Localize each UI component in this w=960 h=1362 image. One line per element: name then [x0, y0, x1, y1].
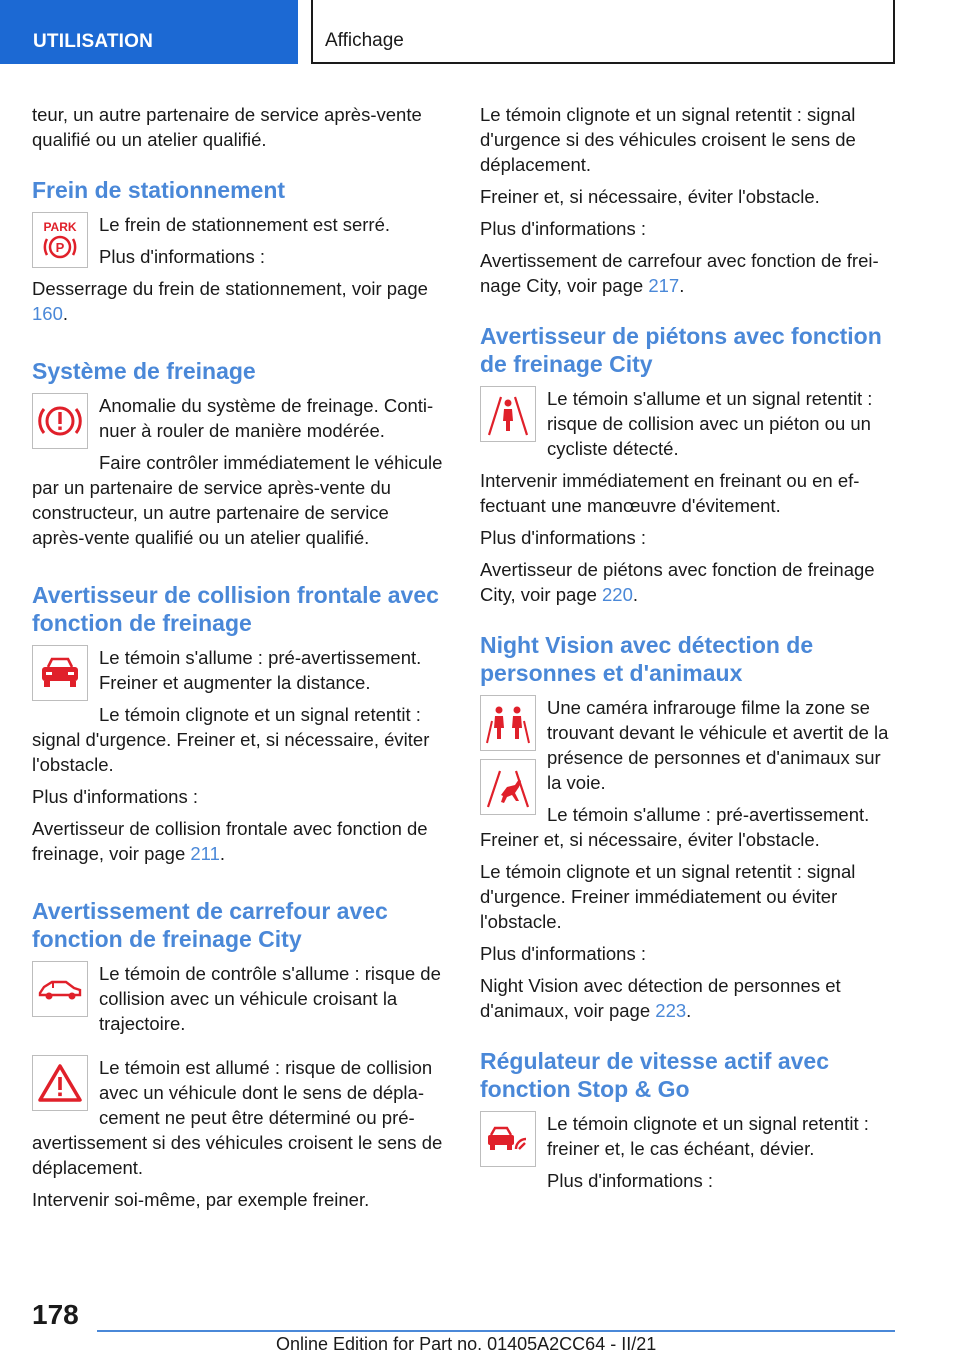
text: Night Vision avec détection de personnes et d'animaux, voir page [480, 975, 841, 1021]
warning-triangle-icon [32, 1055, 88, 1111]
page-link-160[interactable]: 160 [32, 303, 63, 324]
paragraph: Le témoin clignote et un signal retentit : signal d'urgence. Freiner et, si nécessaire, éviter l'obstacle. [32, 704, 430, 775]
car-front-warning-icon [32, 645, 88, 701]
paragraph: Plus d'informations : [547, 1170, 713, 1191]
text: . [62, 303, 69, 324]
paragraph: Le témoin s'allume et un signal retentit : risque de collision avec un piéton ou un cycliste détecté. [547, 388, 873, 459]
page-number: 178 [32, 1299, 79, 1330]
section-heading-active-cruise-control: Régulateur de vitesse actif avec fonction Stop & Go [480, 1048, 829, 1102]
paragraph: Le témoin s'allume : pré-avertissement. Freiner et augmenter la distance. [99, 647, 422, 693]
page-link-217[interactable]: 217 [648, 275, 680, 296]
paragraph [480, 973, 898, 1023]
paragraph: Le témoin est allumé : risque de collision avec un véhicule dont le sens de déplacement ne peut être déterminé ou pré-avertissement si des véhicules croisent le sens de déplacement. [32, 1057, 443, 1178]
text: . [679, 275, 685, 296]
paragraph: Plus d'informations : [480, 527, 646, 548]
section-tab: UTILISATION [0, 0, 298, 64]
paragraph: teur, un autre partenaire de service après-vente qualifié ou un atelier qualifié. [32, 104, 422, 150]
svg-text:P: P [55, 240, 65, 255]
paragraph: Plus d'informations : [480, 943, 646, 964]
paragraph [32, 816, 444, 866]
parking-brake-icon [32, 212, 88, 268]
footer-divider [97, 1330, 895, 1332]
persons-warning-icon [480, 695, 536, 751]
text: Avertissement de carrefour avec fonction de freinage City, voir page [480, 250, 879, 296]
paragraph [480, 248, 898, 298]
paragraph: Freiner et, si nécessaire, éviter l'obstacle. [480, 186, 820, 207]
section-heading-brake-system: Système de freinage [32, 358, 256, 384]
svg-text:PARK: PARK [43, 220, 77, 234]
paragraph: Anomalie du système de freinage. Continuer à rouler de manière modérée. [99, 395, 434, 441]
cruise-control-warning-icon [480, 1111, 536, 1167]
page-link-223[interactable]: 223 [655, 1000, 687, 1021]
paragraph: Intervenir immédiatement en freinant ou en effectuant une manœuvre d'évitement. [480, 470, 860, 516]
animal-warning-icon [480, 759, 536, 815]
paragraph: Plus d'informations : [99, 246, 265, 267]
page-link-220[interactable]: 220 [602, 584, 633, 605]
paragraph [32, 276, 444, 326]
page-title: Affichage [325, 30, 404, 51]
text: Desserrage du frein de stationnement, voir page [32, 278, 428, 299]
paragraph: Intervenir soi-même, par exemple freiner. [32, 1189, 370, 1210]
paragraph [480, 557, 898, 607]
paragraph: Le témoin s'allume : pré-avertissement. Freiner et, si nécessaire, éviter l'obstacle. [480, 804, 870, 850]
paragraph: Plus d'informations : [32, 786, 198, 807]
paragraph: Le frein de stationnement est serré. [99, 214, 391, 235]
brake-warning-icon [32, 393, 88, 449]
page-link-211[interactable]: 211 [190, 843, 220, 864]
pedestrian-warning-icon [480, 386, 536, 442]
paragraph: Le témoin clignote et un signal retentit : freiner et, le cas échéant, dévier. [547, 1113, 869, 1159]
section-heading-parking-brake: Frein de stationnement [32, 177, 286, 203]
night-vision-icons [480, 695, 547, 819]
text: . [632, 584, 639, 605]
car-side-warning-icon [32, 961, 88, 1017]
edition-text: Online Edition for Part no. 01405A2CC64 - II/21 [276, 1334, 657, 1354]
right-column [480, 102, 898, 1200]
paragraph: Le témoin clignote et un signal retentit : signal d'urgence. Freiner immédiatement ou éviter l'obstacle. [480, 861, 856, 932]
paragraph: Plus d'informations : [480, 218, 646, 239]
section-heading-night-vision: Night Vision avec détection de personnes et d'animaux [480, 632, 814, 686]
text: . [686, 1000, 692, 1021]
text: . [219, 843, 226, 864]
left-column [32, 102, 444, 1219]
section-heading-front-collision: Avertisseur de collision frontale avec fonction de freinage [32, 582, 439, 636]
text: Avertisseur de collision frontale avec fonction de freinage, voir page [32, 818, 428, 864]
paragraph: Le témoin de contrôle s'allume : risque de collision avec un véhicule croisant la trajectoire. [99, 963, 441, 1034]
text: Avertisseur de piétons avec fonction de freinage City, voir page [480, 559, 875, 605]
paragraph: Faire contrôler immédiatement le véhicule par un partenaire de service après-vente du constructeur, un autre partenaire de service après-vente qualifié ou un atelier qualifié. [32, 452, 443, 548]
section-heading-crossing-warning: Avertissement de carrefour avec fonction de freinage City [32, 898, 388, 952]
paragraph: Une caméra infrarouge filme la zone se trouvant devant le véhicule et avertit de la présence de personnes et d'animaux sur la voie. [547, 697, 889, 793]
paragraph: Le témoin clignote et un signal retentit : signal d'urgence si des véhicules croisent le sens de déplacement. [480, 104, 856, 175]
section-heading-pedestrian-warning: Avertisseur de piétons avec fonction de freinage City [480, 323, 882, 377]
